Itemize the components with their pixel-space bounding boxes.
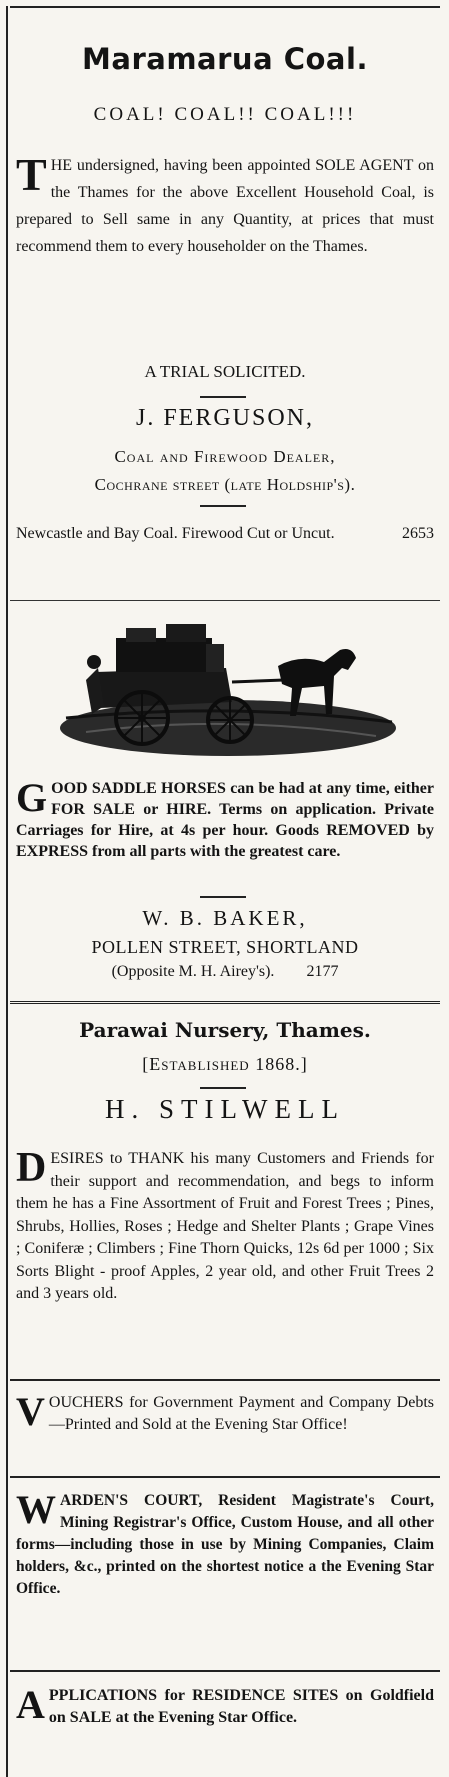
baker-body-text: OOD SADDLE HORSES can be had at any time, either FOR SALE or HIRE. Terms on application. Private Carriages for Hire, at 4s per hour. Goods REMOVED by EXPRESS from all parts with the greatest care. [16, 780, 434, 860]
short-rule [200, 505, 246, 507]
baker-address: POLLEN STREET, SHORTLAND [91, 937, 359, 957]
newspaper-column [6, 0, 440, 1777]
nursery-proprietor: H. STILWELL [105, 1094, 345, 1124]
wardens-body-text: ARDEN'S COURT, Resident Magistrate's Court, Mining Registrar's Office, Custom House, and all other forms—including those in use by Mining Companies, Claim holders, &c., printed on the shortest notice a the Evening Star Office. [16, 1492, 434, 1597]
drop-cap: G [16, 775, 48, 820]
nursery-established: [Established 1868.] [142, 1054, 308, 1074]
express-cart-icon [56, 610, 400, 760]
drop-cap: T [16, 149, 47, 200]
section-rule [10, 1476, 440, 1478]
applications-body [16, 1682, 434, 1729]
coal-ad-number: 2653 [402, 525, 434, 542]
vouchers-body [16, 1389, 434, 1436]
drop-cap: A [16, 1682, 45, 1727]
wardens-body [16, 1487, 434, 1600]
section-rule [10, 600, 440, 601]
coal-title: Maramarua Coal. [82, 42, 368, 76]
column-border [6, 6, 8, 1777]
coal-footer [16, 520, 434, 547]
nursery-body [16, 1145, 434, 1306]
baker-opposite-line [16, 963, 434, 981]
drop-cap: D [16, 1145, 47, 1191]
short-rule [200, 896, 246, 898]
coal-trial: A TRIAL SOLICITED. [144, 362, 306, 381]
baker-body [16, 775, 434, 862]
coal-dealer-role: Coal and Firewood Dealer, [114, 447, 336, 466]
baker-opposite: (Opposite M. H. Airey's). [111, 963, 275, 980]
nursery-body-text: ESIRES to THANK his many Customers and Friends for their support and recommendation, and begs to inform them he has a Fine Assortment of Fruit and Forest Trees ; Pines, Shrubs, Hollies, Roses ; Hedge and Shelter Plants ; Grape Vines ; Coniferæ ; Climbers ; Fine Thorn Quicks, 12s 6d per 1000 ; Six Sorts Blight - proof Apples, 2 year old, and other Fruit Trees 2 and 3 years old. [16, 1150, 434, 1302]
section-rule [10, 1001, 440, 1004]
coal-body [16, 149, 434, 260]
vouchers-body-text: OUCHERS for Government Payment and Company Debts—Printed and Sold at the Evening Star Office! [48, 1394, 434, 1433]
drop-cap: W [16, 1487, 56, 1532]
coal-footer-text: Newcastle and Bay Coal. Firewood Cut or Uncut. [16, 525, 335, 542]
baker-ad-number: 2177 [306, 963, 339, 980]
express-cart-illustration [56, 610, 400, 760]
section-rule [10, 1379, 440, 1381]
baker-name: W. B. BAKER, [142, 906, 308, 930]
nursery-title: Parawai Nursery, Thames. [79, 1018, 371, 1042]
coal-dealer-address: Cochrane street (late Holdship's). [94, 475, 356, 494]
short-rule [200, 396, 246, 398]
section-rule [10, 1670, 440, 1672]
top-rule [10, 6, 440, 8]
coal-dealer-name: J. FERGUSON, [135, 405, 315, 431]
coal-headline: COAL! COAL!! COAL!!! [93, 104, 357, 125]
drop-cap: V [16, 1389, 45, 1434]
applications-body-text: PPLICATIONS for RESIDENCE SITES on Goldfield on SALE at the Evening Star Office. [48, 1687, 434, 1726]
coal-body-text: HE undersigned, having been appointed SOLE AGENT on the Thames for the above Excellent Household Coal, is prepared to Sell same in any Quantity, at prices that must recommend them to every householder on the Thames. [16, 157, 434, 255]
short-rule [200, 1087, 246, 1089]
